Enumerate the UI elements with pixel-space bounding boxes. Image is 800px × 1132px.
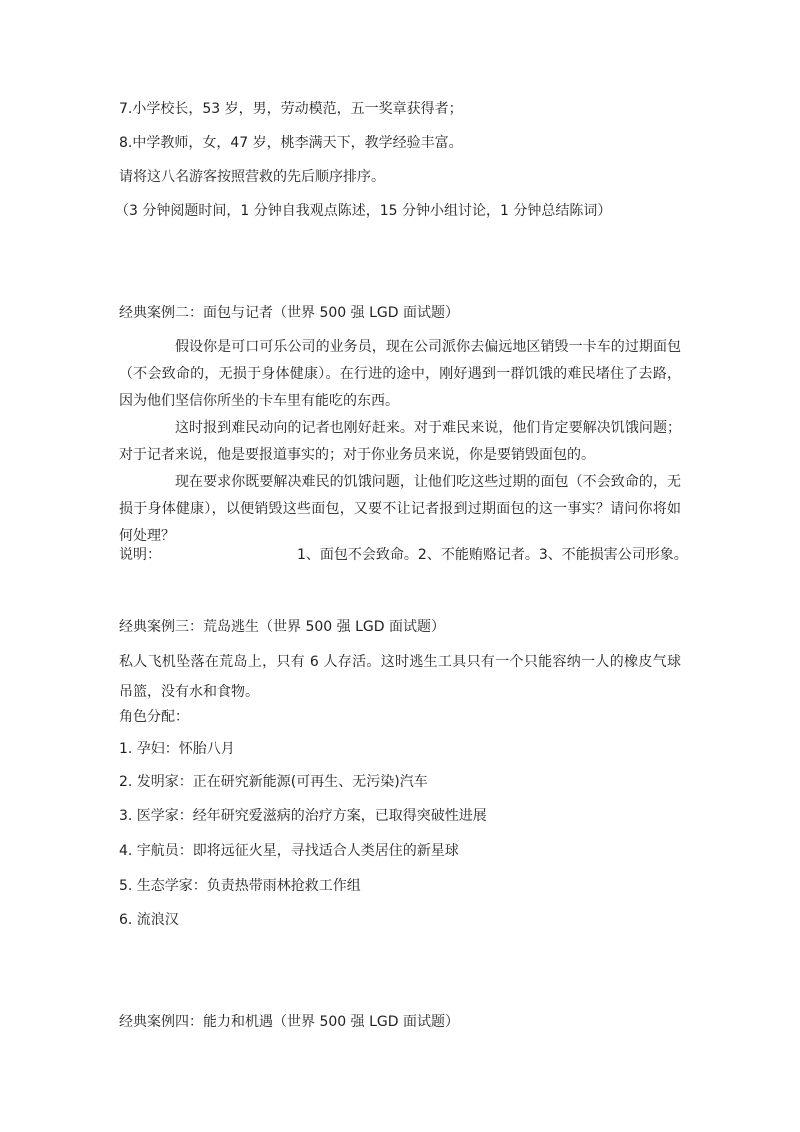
case2-paragraph-3: 现在要求你既要解决难民的饥饿问题，让他们吃这些过期的面包（不会致命的，无损于身体健康），以便销毁这些面包，又要不让记者报到过期面包的这一事实？请问你将如何处理？ [119,474,681,544]
case3-role-item: 5. 生态学家：负责热带雨林抢救工作组 [119,878,361,894]
case2-paragraph-2: 这时报到难民动向的记者也刚好赶来。对于难民来说，他们肯定要解决饥饿问题；对于记者来说，他是要报道事实的；对于你业务员来说，你是要销毁面包的。 [119,420,681,463]
case1-instruction: 请将这八名游客按照营救的先后顺序排序。 [119,169,385,185]
case2-note-label: 说明： [119,547,161,563]
case2-note-text: 1、面包不会致命。2、不能贿赂记者。3、不能损害公司形象。 [297,547,688,563]
case3-heading: 经典案例三：荒岛逃生（世界 500 强 LGD 面试题） [119,619,445,635]
case3-role-item: 1. 孕妇：怀胎八月 [119,741,235,757]
case3-role-item: 2. 发明家：正在研究新能源(可再生、无污染)汽车 [119,774,428,790]
case3-role-item: 3. 医学家：经年研究爱滋病的治疗方案，已取得突破性进展 [119,808,487,824]
case3-intro: 私人飞机坠落在荒岛上，只有 6 人存活。这时逃生工具只有一个只能容纳一人的橡皮气球吊篮，没有水和食物。 [119,654,681,700]
case3-role-item: 6. 流浪汉 [119,912,179,928]
case2-paragraph-1: 假设你是可口可乐公司的业务员，现在公司派你去偏远地区销毁一卡车的过期面包（不会致命的，无损于身体健康）。在行进的途中，刚好遇到一群饥饿的难民堵住了去路，因为他们坚信你所坐的卡车里有能吃的东西。 [119,339,681,409]
case1-item-8: 8.中学教师，女，47 岁，桃李满天下，教学经验丰富。 [119,135,463,151]
case1-timing: （3 分钟阅题时间，1 分钟自我观点陈述，15 分钟小组讨论，1 分钟总结陈词） [115,203,612,219]
case3-roles-label: 角色分配： [119,709,189,725]
case4-heading: 经典案例四：能力和机遇（世界 500 强 LGD 面试题） [119,1014,459,1030]
case2-heading: 经典案例二：面包与记者（世界 500 强 LGD 面试题） [119,305,459,321]
case3-role-item: 4. 宇航员：即将远征火星，寻找适合人类居住的新星球 [119,843,459,859]
case1-item-7: 7.小学校长，53 岁，男，劳动模范，五一奖章获得者； [119,101,463,117]
